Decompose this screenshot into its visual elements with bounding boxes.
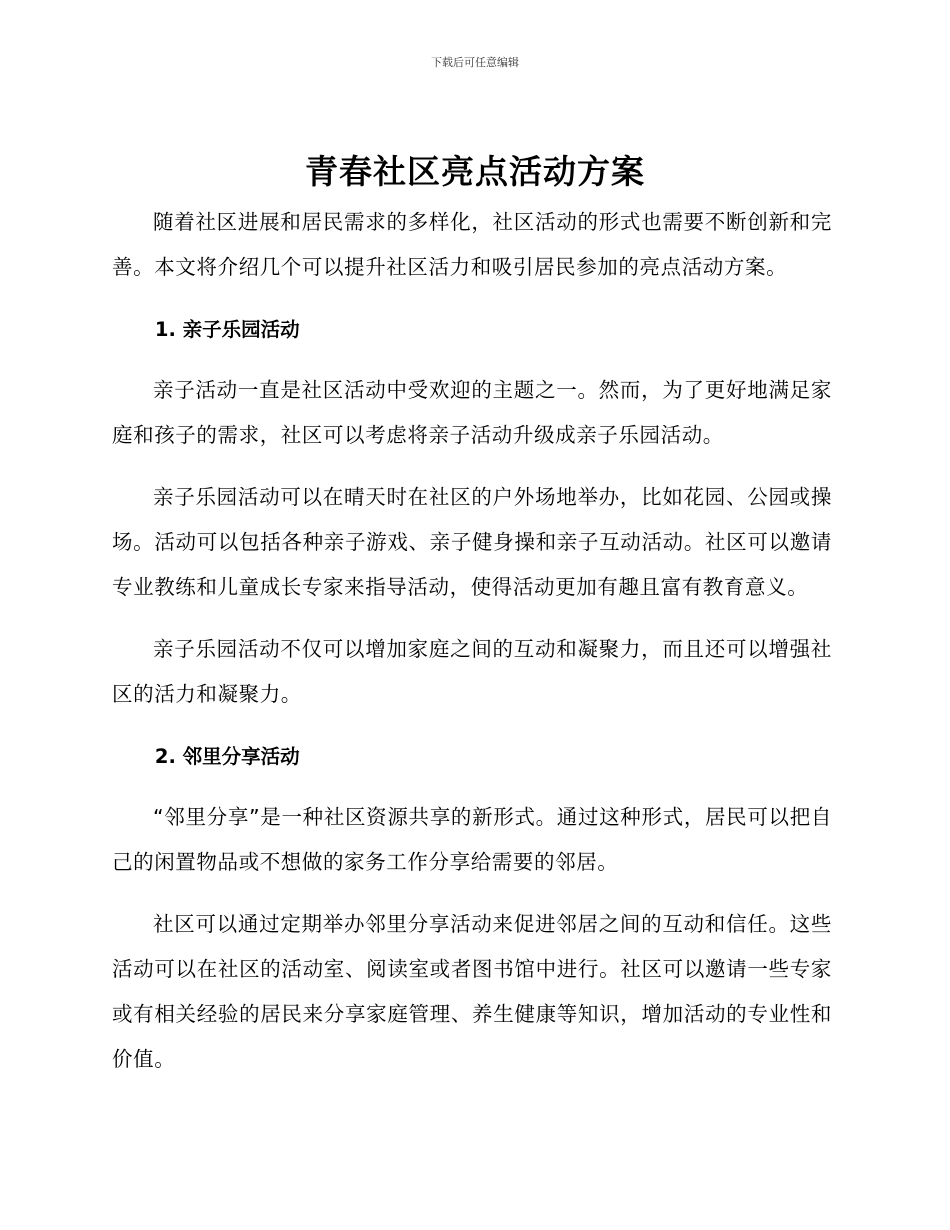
document-body — [112, 200, 832, 1099]
intro-paragraph: 随着社区进展和居民需求的多样化，社区活动的形式也需要不断创新和完善。本文将介绍几个可以提升社区活力和吸引居民参加的亮点活动方案。 — [112, 210, 832, 279]
paragraph: 社区可以通过定期举办邻里分享活动来促进邻居之间的互动和信任。这些活动可以在社区的活动室、阅读室或者图书馆中进行。社区可以邀请一些专家或有相关经验的居民来分享家庭管理、养生健康等知识，增加活动的专业性和价值。 — [112, 912, 832, 1071]
paragraph: 亲子乐园活动可以在晴天时在社区的户外场地举办，比如花园、公园或操场。活动可以包括各种亲子游戏、亲子健身操和亲子互动活动。社区可以邀请专业教练和儿童成长专家来指导活动，使得活动更加有趣且富有教育意义。 — [112, 485, 832, 599]
section-parent-child-park — [112, 307, 832, 717]
section-heading: 2. 邻里分享活动 — [154, 745, 300, 768]
document-title: 青春社区亮点活动方案 — [305, 152, 645, 191]
section-heading: 1. 亲子乐园活动 — [154, 318, 300, 341]
paragraph: 亲子乐园活动不仅可以增加家庭之间的互动和凝聚力，而且还可以增强社区的活力和凝聚力。 — [112, 637, 832, 706]
paragraph: “邻里分享”是一种社区资源共享的新形式。通过这种形式，居民可以把自己的闲置物品或不想做的家务工作分享给需要的邻居。 — [112, 805, 832, 874]
page-header-note: 下载后可任意编辑 — [431, 56, 519, 69]
paragraph: 亲子活动一直是社区活动中受欢迎的主题之一。然而，为了更好地满足家庭和孩子的需求，社区可以考虑将亲子活动升级成亲子乐园活动。 — [112, 378, 832, 447]
section-neighbor-sharing — [112, 734, 832, 1082]
